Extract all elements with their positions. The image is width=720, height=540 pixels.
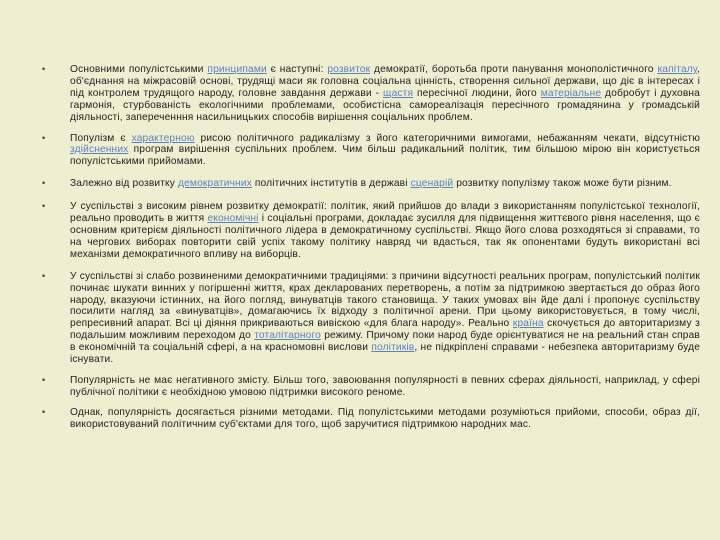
text-run: демократії, боротьба проти панування монополістичного	[370, 64, 658, 75]
bullet-dot-icon: •	[42, 132, 46, 143]
text-run: Залежно від розвитку	[70, 178, 179, 190]
inline-link[interactable]: матеріальне	[540, 87, 602, 99]
bullet-dot-icon: •	[42, 178, 46, 189]
text-run: і соціальні програми, докладає зусилля для підвищення життєвого рівня населення, що є основним критерієм діяльності політичного лідера в демократичному суспільстві. Якщо його слова розходяться зі справами, то на чергових виборах повторити свій успіх такому політику навряд чи вдасться, так як опонентами будуть використані всі механізми демократичного впливу на виборців.	[70, 213, 700, 260]
text-run: режиму. Причому поки народ буде орієнтуватися не на реальний стан справ в економічній та соціальній сфері, а на красномовні вислови	[70, 330, 700, 354]
inline-link[interactable]: щастя	[383, 87, 414, 99]
text-run: рисою політичного радикалізму з його категоричними вимогами, небажанням чекати, відсутністю	[194, 132, 700, 144]
text-run: , об'єднання на міжрасовій основі, трудящі маси як головна соціальна цінність, створення сильної держави, що діє в інтересах і під контролем трудящого народу, головне завдання держави -	[70, 64, 701, 99]
bullet-text	[70, 64, 700, 123]
inline-link[interactable]: принципами	[207, 64, 267, 75]
inline-link[interactable]: сценарій	[410, 178, 454, 190]
bullet-item	[40, 178, 700, 190]
inline-link[interactable]: країна	[512, 318, 544, 330]
bullet-item	[40, 407, 700, 431]
text-run: Популізм є	[70, 132, 132, 144]
bullet-item	[40, 133, 700, 169]
bullet-list	[40, 64, 700, 431]
bullet-item	[40, 201, 700, 261]
bullet-item	[40, 375, 700, 399]
text-run: , не підкріплені справами - небезпека авторитаризму буде існувати.	[70, 342, 701, 366]
bullet-dot-icon: •	[42, 270, 46, 281]
inline-link[interactable]: характерною	[131, 132, 195, 144]
text-run: пересічної людини, його	[413, 87, 541, 99]
bullet-dot-icon: •	[42, 201, 46, 212]
text-run: Популярність не має негативного змісту. Більш того, завоювання популярності в певних сферах діяльності, наприклад, у сфері публічної політики є необхідною умовою підтримки високого реноме.	[70, 374, 700, 398]
bullet-dot-icon: •	[42, 374, 46, 385]
bullet-text	[70, 271, 700, 365]
inline-link[interactable]: політиків	[371, 342, 415, 354]
inline-link[interactable]: економічні	[207, 213, 259, 225]
text-run: політичних інститутів в державі	[251, 178, 411, 190]
bullet-text	[70, 375, 700, 398]
text-run: скочується до авторитаризму з подальшим можливим переходом до	[70, 318, 700, 342]
bullet-text	[70, 201, 700, 260]
inline-link[interactable]: розвиток	[327, 64, 371, 75]
bullet-text	[70, 407, 700, 430]
bullet-item	[40, 64, 700, 124]
text-run: є наступні:	[266, 64, 328, 75]
text-run: програм вирішення суспільних проблем. Чим більш радикальний політик, тим більшою мірою він користується популістськими прийомами.	[70, 144, 700, 168]
bullet-text	[70, 178, 672, 189]
inline-link[interactable]: капіталу	[657, 64, 698, 75]
text-run: розвитку популізму також може бути різним.	[453, 178, 672, 190]
inline-link[interactable]: тоталітарного	[254, 330, 321, 342]
text-run: добробут і духовна гармонія, стурбованість екологічними проблемами, особистісна самореалізація пересічного громадянина у громадській діяльності, запереченння насильницьких способів вирішення соціальних проблем.	[70, 87, 700, 123]
bullet-dot-icon: •	[42, 406, 46, 417]
text-run: Основними популістськими	[70, 64, 208, 75]
bullet-text	[70, 133, 700, 168]
inline-link[interactable]: демократичних	[178, 178, 252, 190]
text-run: У суспільстві зі слабо розвиненими демократичними традиціями: з причини відсутності реальних програм, популістський політик починає шукати винних у погіршенні життя, крах декларованих перетворень, а потім за підтримкою звертається до образ його народу, вказуючи істинних, на його погляд, винуватців такого становища. У таких умовах він йде далі і пропонує суспільству посилити нагляд за «винуватців», домагаючись їх відходу з політичної арени. При цьому використовується, в тому числі, репресивний апарат. Всі ці діяння прикриваються вивіскою «для блага народу». Реально	[70, 270, 700, 330]
bullet-item	[40, 271, 700, 366]
bullet-dot-icon: •	[42, 64, 46, 74]
text-run: Однак, популярність досягається різними методами. Під популістськими методами розуміються прийоми, способи, образ дії, використовуваний політичним суб'єктами для того, щоб заручитися підтримкою народних мас.	[70, 406, 700, 430]
inline-link[interactable]: здійсненних	[70, 144, 129, 156]
text-run: У суспільстві з високим рівнем розвитку демократії: політик, який прийшов до влади з використанням популістської технології, реально проводить в життя	[70, 201, 700, 225]
